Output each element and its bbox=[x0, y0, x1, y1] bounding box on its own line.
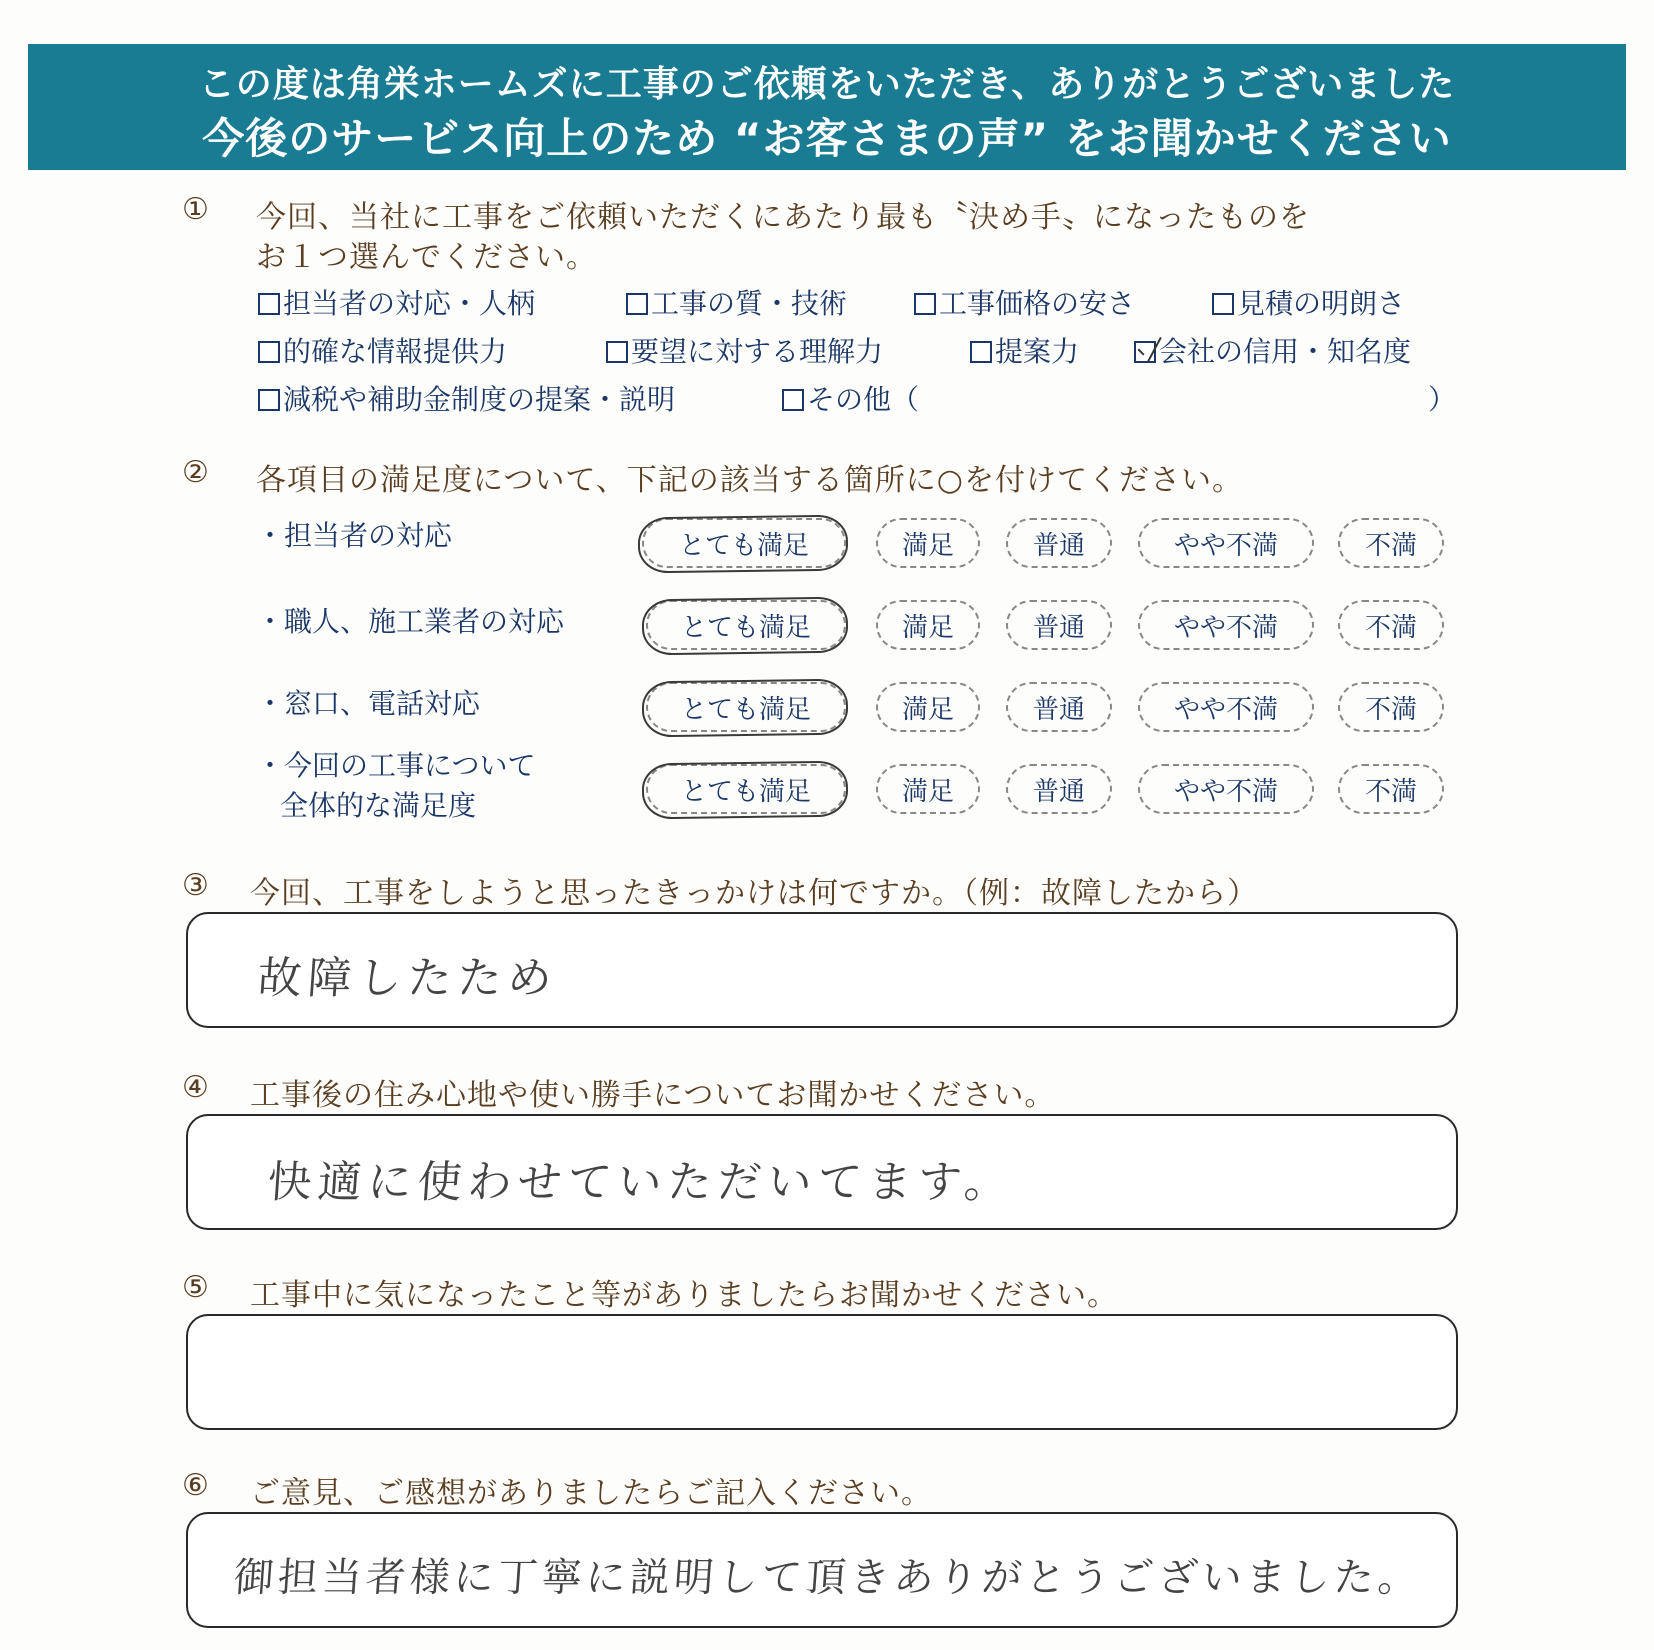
q3-title: 今回、工事をしようと思ったきっかけは何ですか。（例：故障したから） bbox=[250, 876, 1258, 911]
q1-option[interactable]: 見積の明朗さ bbox=[1212, 282, 1405, 322]
checkbox[interactable] bbox=[258, 341, 280, 363]
q1-title-line2: お１つ選んでください。 bbox=[256, 240, 597, 275]
q3-answer-text: 故障したため bbox=[255, 953, 560, 1004]
rating-satisfied[interactable]: 満足 bbox=[876, 682, 980, 732]
header-banner bbox=[28, 44, 1626, 170]
q2-item-label: ・窓口、電話対応 bbox=[256, 687, 481, 720]
rating-dissatisfied[interactable]: 不満 bbox=[1338, 682, 1444, 732]
q1-option-checked[interactable]: 会社の信用・知名度 bbox=[1134, 330, 1411, 370]
banner-request-text: 今後のサービス向上のため “お客さまの声” をお聞かせください bbox=[202, 114, 1452, 163]
rating-very-satisfied-selected[interactable]: とても満足 bbox=[642, 518, 846, 568]
q3-number: ③ bbox=[182, 868, 209, 903]
q1-option[interactable]: 要望に対する理解力 bbox=[606, 330, 883, 370]
q5-answer-field[interactable] bbox=[186, 1314, 1458, 1430]
q4-number: ④ bbox=[182, 1070, 209, 1105]
rating-dissatisfied[interactable]: 不満 bbox=[1338, 764, 1444, 814]
q1-option[interactable]: 提案力 bbox=[970, 330, 1079, 370]
q2-item-label: ・職人、施工業者の対応 bbox=[256, 605, 565, 638]
q1-number: ① bbox=[182, 192, 209, 227]
checkbox[interactable] bbox=[258, 293, 280, 315]
q2-title: 各項目の満足度について、下記の該当する箇所に○を付けてください。 bbox=[256, 463, 1243, 498]
checkbox[interactable] bbox=[258, 389, 280, 411]
checkbox[interactable] bbox=[782, 389, 804, 411]
q5-number: ⑤ bbox=[182, 1270, 209, 1305]
q4-answer-field[interactable] bbox=[186, 1114, 1458, 1230]
rating-somewhat-dissatisfied[interactable]: やや不満 bbox=[1138, 600, 1314, 650]
checkbox[interactable] bbox=[1212, 293, 1234, 315]
rating-dissatisfied[interactable]: 不満 bbox=[1338, 600, 1444, 650]
checkbox[interactable] bbox=[914, 293, 936, 315]
q1-title-line1: 今回、当社に工事をご依頼いただくにあたり最も〝決め手〟になったものを bbox=[256, 200, 1310, 235]
q2-item-label-line2: 全体的な満足度 bbox=[280, 789, 477, 822]
q1-option[interactable]: 工事の質・技術 bbox=[626, 282, 847, 322]
q6-number: ⑥ bbox=[182, 1468, 209, 1503]
q3-answer-field[interactable] bbox=[186, 912, 1458, 1028]
q4-answer-text: 快適に使わせていただいてます。 bbox=[265, 1157, 1016, 1208]
rating-very-satisfied-selected[interactable]: とても満足 bbox=[646, 764, 846, 814]
rating-very-satisfied-selected[interactable]: とても満足 bbox=[646, 600, 846, 650]
q1-option[interactable]: 担当者の対応・人柄 bbox=[258, 282, 535, 322]
rating-satisfied[interactable]: 満足 bbox=[876, 600, 980, 650]
banner-thanks-text: この度は角栄ホームズに工事のご依頼をいただき、ありがとうございました bbox=[198, 64, 1456, 105]
rating-satisfied[interactable]: 満足 bbox=[876, 764, 980, 814]
rating-satisfied[interactable]: 満足 bbox=[876, 518, 980, 568]
q2-item-label: ・今回の工事について bbox=[256, 749, 536, 782]
checkbox[interactable] bbox=[626, 293, 648, 315]
q6-answer-field[interactable] bbox=[186, 1512, 1458, 1628]
rating-neutral[interactable]: 普通 bbox=[1006, 764, 1112, 814]
checkbox[interactable] bbox=[970, 341, 992, 363]
q2-number: ② bbox=[182, 455, 209, 490]
rating-somewhat-dissatisfied[interactable]: やや不満 bbox=[1138, 518, 1314, 568]
rating-neutral[interactable]: 普通 bbox=[1006, 518, 1112, 568]
q1-option[interactable]: 減税や補助金制度の提案・説明 bbox=[258, 378, 675, 418]
rating-neutral[interactable]: 普通 bbox=[1006, 682, 1112, 732]
other-close-paren: ） bbox=[1428, 383, 1457, 416]
q2-item-label: ・担当者の対応 bbox=[256, 519, 453, 552]
q1-option[interactable]: 工事価格の安さ bbox=[914, 282, 1135, 322]
q5-title: 工事中に気になったこと等がありましたらお聞かせください。 bbox=[250, 1278, 1118, 1313]
checkbox[interactable] bbox=[606, 341, 628, 363]
q6-answer-text: 御担当者様に丁寧に説明して頂きありがとうございました。 bbox=[232, 1555, 1424, 1601]
checkbox-checked[interactable] bbox=[1134, 341, 1156, 363]
q4-title: 工事後の住み心地や使い勝手についてお聞かせください。 bbox=[250, 1078, 1056, 1113]
q6-title: ご意見、ご感想がありましたらご記入ください。 bbox=[250, 1476, 932, 1511]
rating-neutral[interactable]: 普通 bbox=[1006, 600, 1112, 650]
rating-very-satisfied-selected[interactable]: とても満足 bbox=[646, 682, 846, 732]
q1-option[interactable]: 的確な情報提供力 bbox=[258, 330, 507, 370]
q1-option-other[interactable]: その他（ bbox=[782, 378, 919, 418]
rating-somewhat-dissatisfied[interactable]: やや不満 bbox=[1138, 764, 1314, 814]
rating-somewhat-dissatisfied[interactable]: やや不満 bbox=[1138, 682, 1314, 732]
rating-dissatisfied[interactable]: 不満 bbox=[1338, 518, 1444, 568]
